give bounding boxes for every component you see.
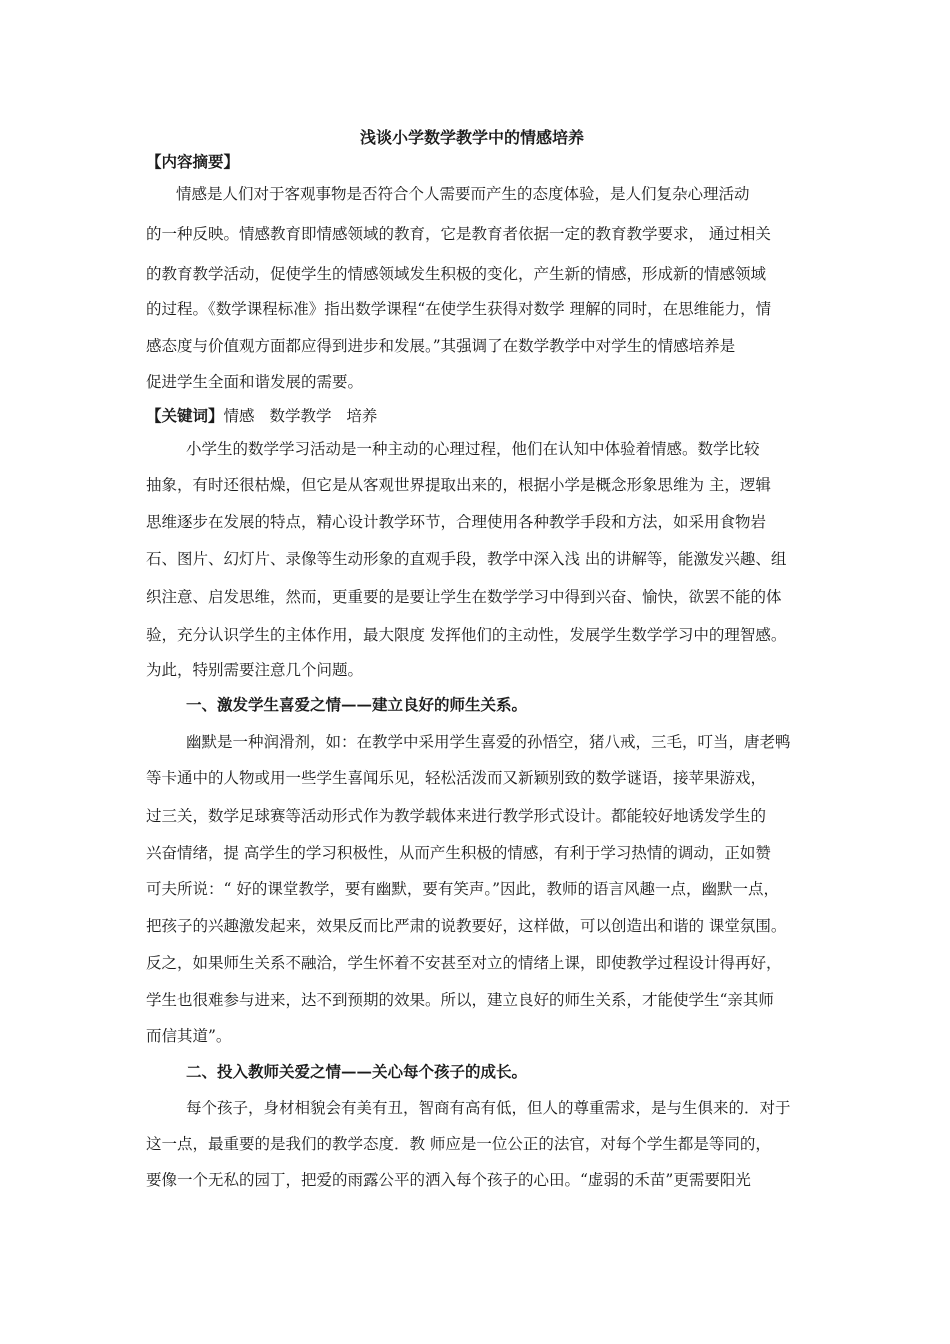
section-1-line: 兴奋情绪，提 高学生的学习积极性，从而产生积极的情感，有利于学习热情的调动，正如赞 bbox=[146, 844, 771, 862]
abstract-heading: 【内容摘要】 bbox=[146, 152, 240, 171]
keywords-text: 情感 数学教学 培养 bbox=[223, 407, 378, 425]
section-1-line: 幽默是一种润滑剂，如：在教学中采用学生喜爱的孙悟空，猪八戒，三毛，叮当，唐老鸭 bbox=[186, 733, 791, 751]
abstract-line: 情感是人们对于客观事物是否符合个人需要而产生的态度体验，是人们复杂心理活动 bbox=[176, 185, 750, 203]
intro-line: 抽象，有时还很枯燥，但它是从客观世界提取出来的，根据小学是概念形象思维为 主，逻辑 bbox=[146, 476, 771, 494]
section-1-line: 学生也很难参与进来，达不到预期的效果。所以，建立良好的师生关系，才能使学生“亲其师 bbox=[146, 991, 774, 1009]
document-title: 浅谈小学数学教学中的情感培养 bbox=[360, 128, 585, 147]
section-2-line: 要像一个无私的园丁，把爱的雨露公平的洒入每个孩子的心田。“虚弱的禾苗”更需要阳光 bbox=[146, 1171, 751, 1189]
intro-line: 思维逐步在发展的特点，精心设计教学环节，合理使用各种教学手段和方法，如采用食物岩 bbox=[146, 513, 767, 531]
section-2-line: 这一点，最重要的是我们的教学态度．教 师应是一位公正的法官，对每个学生都是等同的， bbox=[146, 1135, 771, 1153]
intro-line: 小学生的数学学习活动是一种主动的心理过程，他们在认知中体验着情感。数学比较 bbox=[186, 440, 760, 458]
section-2-heading: 二、投入教师关爱之情——关心每个孩子的成长。 bbox=[186, 1062, 528, 1081]
section-1-line: 等卡通中的人物或用一些学生喜闻乐见，轻松活泼而又新颖别致的数学谜语，接苹果游戏， bbox=[146, 769, 767, 787]
abstract-line: 的过程。《数学课程标准》指出数学课程“在使学生获得对数学 理解的同时，在思维能力，情 bbox=[146, 300, 772, 318]
abstract-line: 的教育教学活动，促使学生的情感领域发生积极的变化，产生新的情感，形成新的情感领域 bbox=[146, 265, 767, 283]
section-1-line: 把孩子的兴趣激发起来，效果反而比严肃的说教要好，这样做，可以创造出和谐的 课堂氛围。 bbox=[146, 917, 787, 935]
keywords-label: 【关键词】 bbox=[146, 406, 224, 425]
section-2-line: 每个孩子，身材相貌会有美有丑，智商有高有低，但人的尊重需求，是与生俱来的．对于 bbox=[186, 1099, 791, 1117]
section-1-line: 过三关，数学足球赛等活动形式作为教学载体来进行教学形式设计。都能较好地诱发学生的 bbox=[146, 807, 767, 825]
intro-line: 织注意、启发思维，然而，更重要的是要让学生在数学学习中得到兴奋、愉快，欲罢不能的体 bbox=[146, 588, 782, 606]
section-1-line: 而信其道”。 bbox=[146, 1027, 232, 1045]
section-1-heading: 一、激发学生喜爱之情——建立良好的师生关系。 bbox=[186, 695, 528, 714]
abstract-line: 感态度与价值观方面都应得到进步和发展。”其强调了在数学教学中对学生的情感培养是 bbox=[146, 337, 736, 355]
section-1-line: 反之，如果师生关系不融洽，学生怀着不安甚至对立的情绪上课，即使教学过程设计得再好， bbox=[146, 954, 782, 972]
intro-line: 石、图片、幻灯片、录像等生动形象的直观手段，教学中深入浅 出的讲解等，能激发兴趣、组 bbox=[146, 550, 787, 568]
intro-line: 为此，特别需要注意几个问题。 bbox=[146, 661, 364, 679]
abstract-line: 的一种反映。情感教育即情感领域的教育，它是教育者依据一定的教育教学要求， 通过相关 bbox=[146, 225, 771, 243]
section-1-line: 可夫所说：“ 好的课堂教学，要有幽默，要有笑声。”因此，教师的语言风趣一点，幽默一点， bbox=[146, 880, 780, 898]
intro-line: 验，充分认识学生的主体作用，最大限度 发挥他们的主动性，发展学生数学学习中的理智感。 bbox=[146, 626, 787, 644]
abstract-line: 促进学生全面和谐发展的需要。 bbox=[146, 373, 364, 391]
keywords-line bbox=[146, 406, 377, 426]
